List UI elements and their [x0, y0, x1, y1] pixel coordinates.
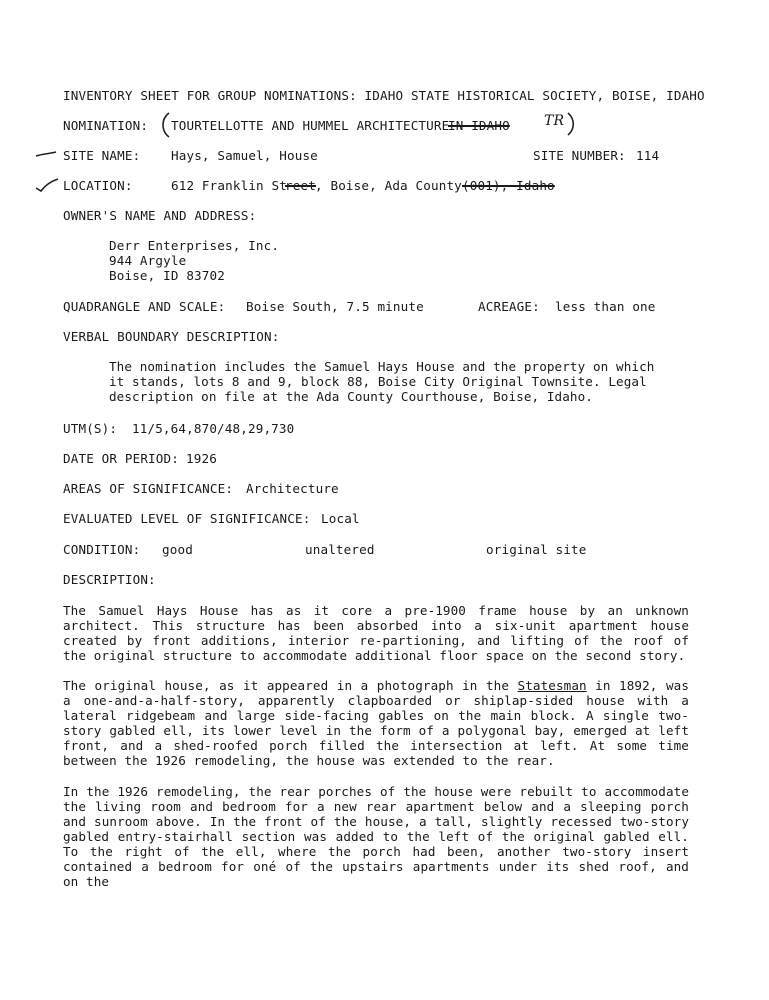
utm-value: 11/5,64,870/48,29,730	[132, 421, 295, 436]
level-label: EVALUATED LEVEL OF SIGNIFICANCE:	[63, 511, 311, 526]
sheet-title: INVENTORY SHEET FOR GROUP NOMINATIONS: IDAHO STATE HISTORICAL SOCIETY, BOISE, IDAHO	[63, 88, 705, 103]
description-paragraph: The Samuel Hays House has as it core a pre-1900 frame house by an unknown architect. This structure has been absorbed into a six-unit apartment house created by front additions, interior re-partioning, and lifting of the roof of the original structure to accommodate additional floor space on the second story.	[63, 603, 689, 663]
date-label: DATE OR PERIOD:	[63, 451, 179, 466]
location-value-a: 612 Franklin St	[171, 178, 287, 193]
utm-label: UTM(S):	[63, 421, 118, 436]
owner-line: Derr Enterprises, Inc.	[109, 238, 280, 253]
condition-label: CONDITION:	[63, 542, 141, 557]
acreage-value: less than one	[555, 299, 656, 314]
quadrangle-label: QUADRANGLE AND SCALE:	[63, 299, 226, 314]
statesman-title: Statesman	[517, 678, 587, 693]
handwritten-close-paren-mark	[566, 111, 578, 137]
site-name-value: Hays, Samuel, House	[171, 148, 318, 163]
nomination-label: NOMINATION:	[63, 118, 149, 133]
location-struck-word: reet	[285, 178, 316, 193]
nomination-struck: IN IDAHO	[448, 118, 510, 133]
condition-value: good	[162, 542, 193, 557]
description-paragraph: In the 1926 remodeling, the rear porches of the house were rebuilt to accommodate the living room and bedroom for a new rear apartment below and a sleeping porch and sunroom above. In the front of the house, a tall, slightly recessed two-story gabled entry-stairhall section was added to the left of the original gabled ell. To the right of the ell, where the porch had been, another two-story insert contained a bedroom for oné of the upstairs apartments under its shed roof, and on the	[63, 784, 689, 889]
location-value-b: , Boise, Ada County	[315, 178, 462, 193]
nomination-handwritten: TR	[544, 113, 565, 129]
acreage-label: ACREAGE:	[478, 299, 540, 314]
site-number-value: 114	[636, 148, 660, 163]
areas-value: Architecture	[246, 481, 339, 496]
site-number-label: SITE NUMBER:	[533, 148, 626, 163]
location-label: LOCATION:	[63, 178, 133, 193]
check-mark	[34, 148, 60, 162]
boundary-label: VERBAL BOUNDARY DESCRIPTION:	[63, 329, 280, 344]
owner-label: OWNER'S NAME AND ADDRESS:	[63, 208, 257, 223]
description-label: DESCRIPTION:	[63, 572, 156, 587]
site-name-label: SITE NAME:	[63, 148, 141, 163]
level-value: Local	[321, 511, 360, 526]
handwritten-paren-mark	[158, 111, 172, 139]
owner-line: Boise, ID 83702	[109, 268, 225, 283]
condition-value: unaltered	[305, 542, 375, 557]
condition-value: original site	[486, 542, 587, 557]
location-struck-tail: (001), Idaho	[462, 178, 555, 193]
quadrangle-value: Boise South, 7.5 minute	[246, 299, 424, 314]
areas-label: AREAS OF SIGNIFICANCE:	[63, 481, 234, 496]
nomination-value: TOURTELLOTTE AND HUMMEL ARCHITECTURE	[171, 118, 450, 133]
description-paragraph	[63, 678, 689, 768]
paragraph-text: The original house, as it appeared in a photograph in the	[63, 678, 518, 693]
date-value: 1926	[186, 451, 217, 466]
boundary-text: The nomination includes the Samuel Hays House and the property on which it stands, lots 8 and 9, block 88, Boise City Original Townsite. Legal description on file at the Ada County Courthouse, Boise, Idaho.	[109, 359, 655, 404]
owner-line: 944 Argyle	[109, 253, 187, 268]
check-mark	[34, 176, 60, 194]
paragraph-text: in 1892, was a one-and-a-half-story, apparently clapboarded or shiplap-sided house with a lateral ridgebeam and large side-facing gables on the main block. A single two-story gabled ell, its lower level in the form of a polygonal bay, emerged at left front, and a shed-roofed porch filled the intersection at left. At some time between the 1926 remodeling, the house was extended to the rear.	[63, 678, 690, 768]
